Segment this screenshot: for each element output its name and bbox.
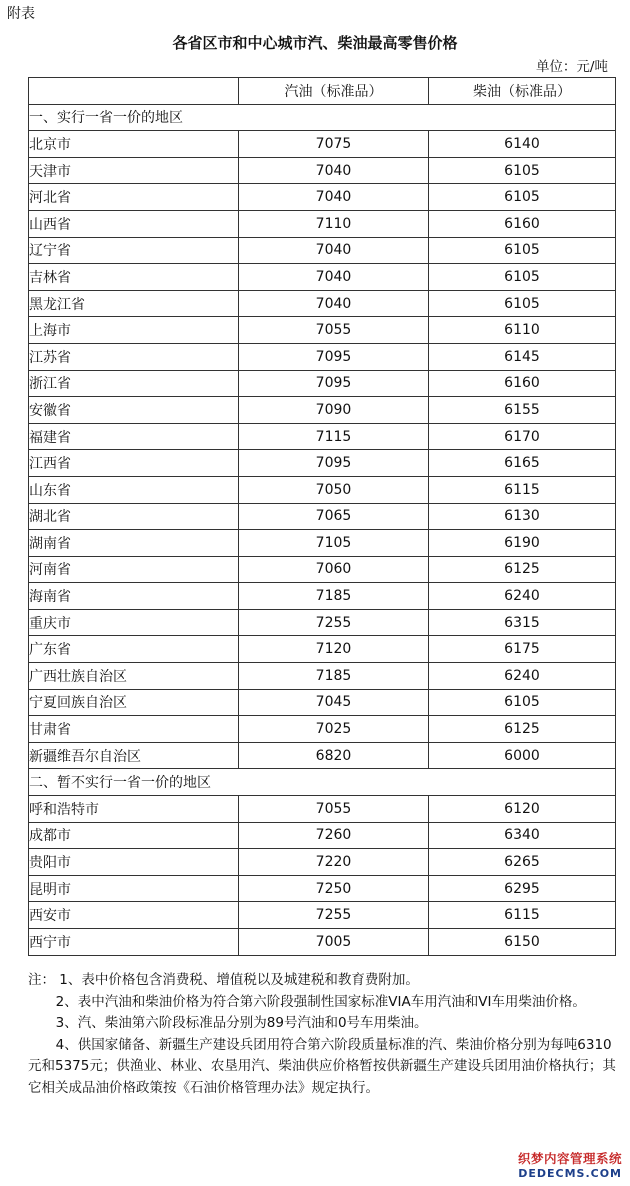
gasoline-price: 7095 [239, 370, 429, 397]
table-row [29, 317, 616, 344]
region-name: 西安市 [29, 902, 239, 929]
table-row [29, 450, 616, 477]
price-table [28, 77, 616, 956]
table-header-row [29, 78, 616, 105]
section2-title-row [29, 769, 616, 796]
region-name: 湖北省 [29, 503, 239, 530]
page-title: 各省区市和中心城市汽、柴油最高零售价格 [172, 34, 458, 52]
watermark-en: DEDECMS.COM [518, 1167, 622, 1180]
gasoline-price: 7055 [239, 317, 429, 344]
gasoline-price: 7075 [239, 131, 429, 158]
gasoline-price: 7185 [239, 583, 429, 610]
region-name: 广西壮族自治区 [29, 663, 239, 690]
region-name: 广东省 [29, 636, 239, 663]
diesel-price: 6125 [429, 556, 616, 583]
region-name: 西宁市 [29, 929, 239, 956]
price-table-body [29, 104, 616, 955]
diesel-price: 6105 [429, 157, 616, 184]
gasoline-price: 7065 [239, 503, 429, 530]
gasoline-price: 7260 [239, 822, 429, 849]
table-row [29, 264, 616, 291]
diesel-price: 6190 [429, 530, 616, 557]
gasoline-price: 7105 [239, 530, 429, 557]
gasoline-price: 7040 [239, 237, 429, 264]
diesel-price: 6315 [429, 609, 616, 636]
note-3: 3、汽、柴油第六阶段标准品分别为89号汽油和0号车用柴油。 [55, 1015, 428, 1031]
diesel-price: 6240 [429, 663, 616, 690]
table-row [29, 131, 616, 158]
gasoline-price: 7115 [239, 423, 429, 450]
unit-label: 单位：元/吨 [535, 59, 608, 75]
diesel-price: 6240 [429, 583, 616, 610]
table-row [29, 796, 616, 823]
diesel-price: 6170 [429, 423, 616, 450]
table-row [29, 556, 616, 583]
diesel-price: 6115 [429, 902, 616, 929]
section-title: 二、暂不实行一省一价的地区 [29, 769, 616, 796]
gasoline-price: 7040 [239, 184, 429, 211]
region-name: 贵阳市 [29, 849, 239, 876]
header-region [29, 78, 239, 105]
diesel-price: 6165 [429, 450, 616, 477]
diesel-price: 6295 [429, 875, 616, 902]
gasoline-price: 7060 [239, 556, 429, 583]
region-name: 甘肃省 [29, 716, 239, 743]
table-row [29, 290, 616, 317]
diesel-price: 6105 [429, 689, 616, 716]
region-name: 北京市 [29, 131, 239, 158]
region-name: 浙江省 [29, 370, 239, 397]
region-name: 河南省 [29, 556, 239, 583]
region-name: 重庆市 [29, 609, 239, 636]
gasoline-price: 7220 [239, 849, 429, 876]
watermark [518, 1149, 622, 1180]
diesel-price: 6000 [429, 742, 616, 769]
gasoline-price: 7110 [239, 210, 429, 237]
region-name: 福建省 [29, 423, 239, 450]
table-row [29, 663, 616, 690]
watermark-cn: 织梦内容管理系统 [517, 1151, 622, 1166]
section-title: 一、实行一省一价的地区 [29, 104, 616, 131]
gasoline-price: 7255 [239, 902, 429, 929]
diesel-price: 6265 [429, 849, 616, 876]
table-row [29, 370, 616, 397]
diesel-price: 6160 [429, 210, 616, 237]
section1-title-row [29, 104, 616, 131]
region-name: 安徽省 [29, 397, 239, 424]
gasoline-price: 7040 [239, 157, 429, 184]
gasoline-price: 7090 [239, 397, 429, 424]
gasoline-price: 7025 [239, 716, 429, 743]
table-row [29, 902, 616, 929]
gasoline-price: 7250 [239, 875, 429, 902]
gasoline-price: 7055 [239, 796, 429, 823]
table-row [29, 875, 616, 902]
region-name: 吉林省 [29, 264, 239, 291]
diesel-price: 6175 [429, 636, 616, 663]
table-row [29, 343, 616, 370]
region-name: 呼和浩特市 [29, 796, 239, 823]
region-name: 黑龙江省 [29, 290, 239, 317]
note-4: 4、供国家储备、新疆生产建设兵团用符合第六阶段质量标准的汽、柴油价格分别为每吨6310元和5375元；供渔业、林业、农垦用汽、柴油供应价格暂按供新疆生产建设兵团用油价格执行；其它相关成品油价格政策按《石油价格管理办法》规定执行。 [28, 1036, 616, 1096]
table-row [29, 210, 616, 237]
gasoline-price: 7095 [239, 450, 429, 477]
gasoline-price: 7040 [239, 264, 429, 291]
table-row [29, 423, 616, 450]
region-name: 天津市 [29, 157, 239, 184]
header-diesel: 柴油（标准品） [429, 78, 616, 105]
gasoline-price: 7185 [239, 663, 429, 690]
diesel-price: 6105 [429, 237, 616, 264]
note-1: 注： 1、表中价格包含消费税、增值税以及城建税和教育费附加。 [28, 972, 419, 988]
region-name: 昆明市 [29, 875, 239, 902]
note-2: 2、表中汽油和柴油价格为符合第六阶段强制性国家标准VIA车用汽油和VI车用柴油价格。 [55, 993, 586, 1010]
gasoline-price: 7050 [239, 476, 429, 503]
gasoline-price: 7005 [239, 929, 429, 956]
gasoline-price: 7120 [239, 636, 429, 663]
table-row [29, 849, 616, 876]
table-row [29, 689, 616, 716]
region-name: 海南省 [29, 583, 239, 610]
table-row [29, 716, 616, 743]
region-name: 山东省 [29, 476, 239, 503]
region-name: 新疆维吾尔自治区 [29, 742, 239, 769]
region-name: 上海市 [29, 317, 239, 344]
diesel-price: 6140 [429, 131, 616, 158]
table-row [29, 237, 616, 264]
notes [28, 970, 618, 1099]
diesel-price: 6115 [429, 476, 616, 503]
appendix-label: 附表 [7, 6, 35, 22]
diesel-price: 6160 [429, 370, 616, 397]
region-name: 湖南省 [29, 530, 239, 557]
table-row [29, 583, 616, 610]
diesel-price: 6110 [429, 317, 616, 344]
table-row [29, 742, 616, 769]
region-name: 江西省 [29, 450, 239, 477]
diesel-price: 6130 [429, 503, 616, 530]
diesel-price: 6340 [429, 822, 616, 849]
header-gasoline: 汽油（标准品） [239, 78, 429, 105]
table-row [29, 530, 616, 557]
gasoline-price: 7095 [239, 343, 429, 370]
diesel-price: 6105 [429, 290, 616, 317]
diesel-price: 6145 [429, 343, 616, 370]
region-name: 山西省 [29, 210, 239, 237]
diesel-price: 6105 [429, 264, 616, 291]
gasoline-price: 7045 [239, 689, 429, 716]
table-row [29, 822, 616, 849]
gasoline-price: 7255 [239, 609, 429, 636]
diesel-price: 6150 [429, 929, 616, 956]
diesel-price: 6125 [429, 716, 616, 743]
region-name: 辽宁省 [29, 237, 239, 264]
table-row [29, 929, 616, 956]
table-row [29, 636, 616, 663]
table-row [29, 157, 616, 184]
region-name: 江苏省 [29, 343, 239, 370]
diesel-price: 6105 [429, 184, 616, 211]
table-row [29, 503, 616, 530]
table-row [29, 609, 616, 636]
gasoline-price: 6820 [239, 742, 429, 769]
table-row [29, 476, 616, 503]
table-row [29, 184, 616, 211]
region-name: 宁夏回族自治区 [29, 689, 239, 716]
region-name: 成都市 [29, 822, 239, 849]
diesel-price: 6155 [429, 397, 616, 424]
region-name: 河北省 [29, 184, 239, 211]
gasoline-price: 7040 [239, 290, 429, 317]
diesel-price: 6120 [429, 796, 616, 823]
table-row [29, 397, 616, 424]
